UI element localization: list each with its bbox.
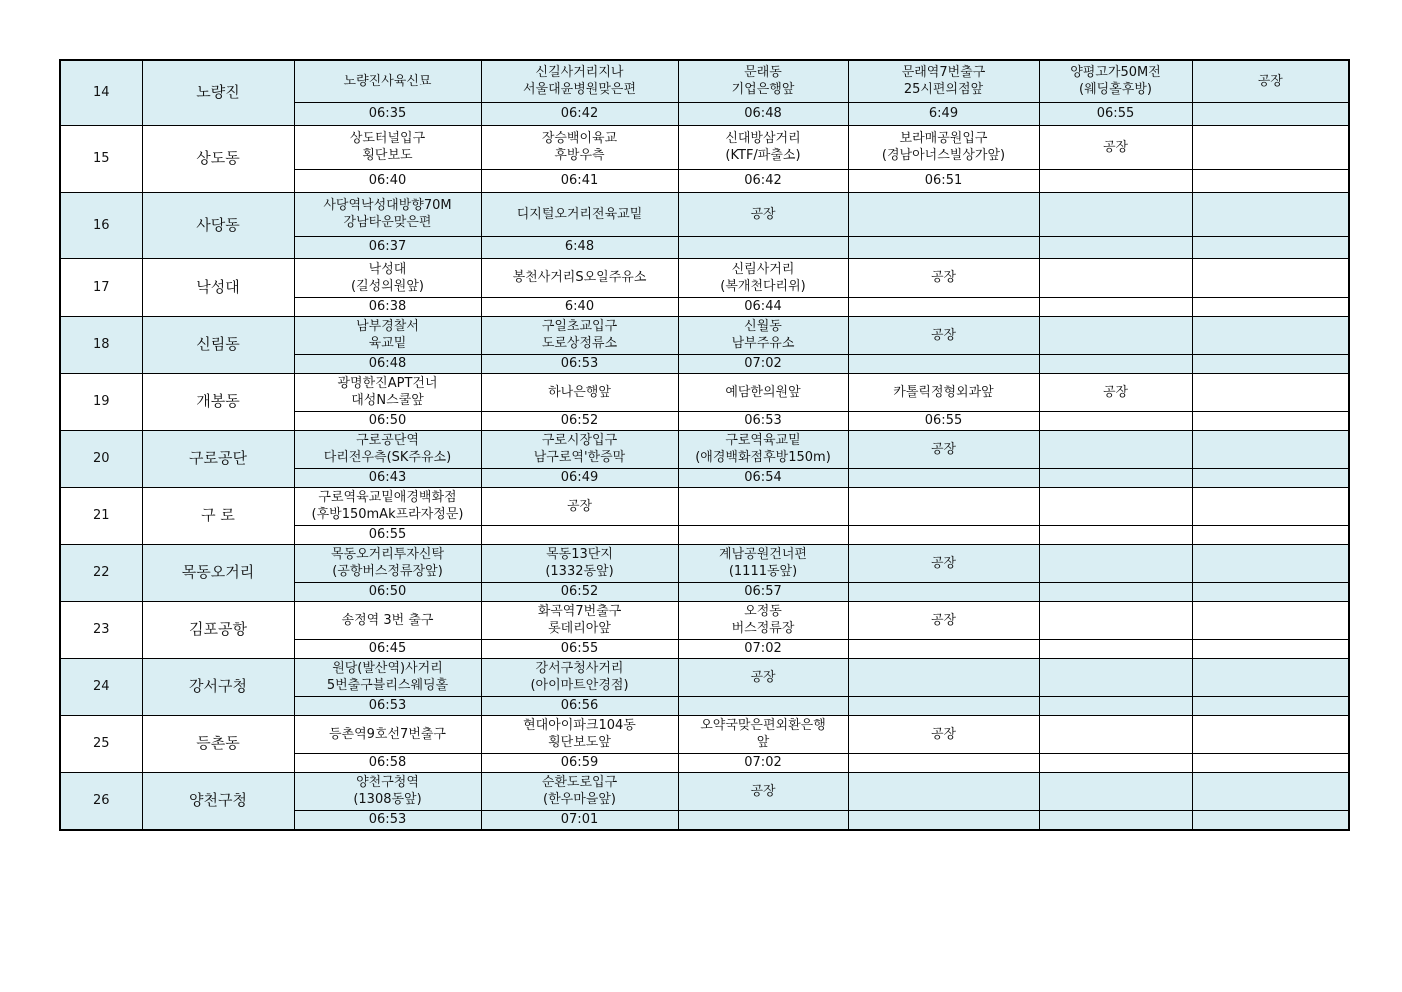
stop-name-line2: (웨딩홀후방)	[1079, 82, 1152, 98]
stop-time	[1192, 169, 1349, 192]
stop-time	[1039, 696, 1192, 715]
stop-time	[848, 354, 1039, 373]
route-number: 23	[60, 601, 142, 658]
stop-name-line1: 공장	[750, 783, 776, 799]
stop-time: 07:02	[678, 354, 848, 373]
route-stop-row	[60, 601, 1349, 639]
stop-time: 06:53	[294, 696, 481, 715]
stop-cell	[1192, 772, 1349, 810]
route-area: 강서구청	[142, 658, 294, 715]
stop-cell	[481, 373, 678, 411]
stop-time: 06:52	[481, 411, 678, 430]
stop-time	[678, 236, 848, 258]
stop-time: 06:56	[481, 696, 678, 715]
stop-cell	[678, 715, 848, 753]
stop-cell	[481, 316, 678, 354]
stop-cell	[294, 430, 481, 468]
stop-name-line1: 상도터널입구	[349, 131, 426, 146]
stop-time	[1192, 354, 1349, 373]
stop-cell	[481, 601, 678, 639]
stop-time	[678, 696, 848, 715]
stop-cell	[848, 658, 1039, 696]
stop-cell	[678, 316, 848, 354]
stop-time: 6:48	[481, 236, 678, 258]
stop-cell	[294, 715, 481, 753]
stop-time: 06:42	[481, 102, 678, 125]
stop-time	[848, 639, 1039, 658]
stop-name-line1: 구로공단역	[356, 433, 419, 448]
stop-time	[848, 468, 1039, 487]
stop-cell	[294, 487, 481, 525]
stop-name-line2: (아이마트안경점)	[530, 678, 629, 693]
route-area: 목동오거리	[142, 544, 294, 601]
stop-time: 06:58	[294, 753, 481, 772]
stop-cell	[1039, 544, 1192, 582]
stop-time	[678, 810, 848, 830]
stop-cell	[1039, 258, 1192, 297]
stop-name-line1: 공장	[566, 498, 593, 514]
stop-time	[1192, 102, 1349, 125]
route-number: 25	[60, 715, 142, 772]
stop-name-line1: 공장	[930, 555, 957, 571]
stop-cell	[1192, 60, 1349, 102]
stop-cell	[848, 601, 1039, 639]
stop-name-line1: 양평고가50M전	[1070, 65, 1161, 81]
stop-name-line2: (길성의원앞)	[351, 278, 424, 294]
stop-time	[1192, 297, 1349, 316]
stop-cell	[848, 487, 1039, 525]
stop-name-line2: (KTF/파출소)	[725, 148, 801, 163]
stop-name-line1: 목동오거리투자신탁	[330, 547, 445, 562]
route-area: 사당동	[142, 192, 294, 258]
stop-time: 06:40	[294, 169, 481, 192]
stop-cell	[848, 715, 1039, 753]
stop-name-line2: 대성N스쿨앞	[351, 393, 424, 408]
route-number: 22	[60, 544, 142, 601]
stop-cell	[678, 601, 848, 639]
stop-name-line1: 구로시장입구	[541, 433, 618, 448]
stop-time	[1039, 582, 1192, 601]
stop-cell	[481, 544, 678, 582]
stop-name-line1: 신대방삼거리	[725, 131, 801, 146]
stop-name-line1: 순환도로입구	[541, 775, 618, 790]
stop-cell	[1039, 715, 1192, 753]
route-stop-row	[60, 772, 1349, 810]
stop-name-line1: 사당역낙성대방향70M	[323, 198, 452, 213]
stop-name-line2: 도로상정류소	[541, 336, 618, 351]
stop-cell	[1192, 258, 1349, 297]
stop-time	[1039, 236, 1192, 258]
stop-name-line2: 다리전우측(SK주유소)	[323, 450, 452, 465]
stop-name-line2: 강남타운맞은편	[343, 215, 432, 230]
stop-name-line2: 버스정류장	[731, 621, 795, 636]
stop-name-line1: 현대아이파크104동	[523, 718, 636, 733]
stop-cell	[481, 60, 678, 102]
stop-name-line1: 구로역육교밑	[725, 433, 801, 448]
route-stop-row	[60, 316, 1349, 354]
stop-time: 07:02	[678, 639, 848, 658]
stop-time	[1192, 525, 1349, 544]
stop-name-line2: (1332동앞)	[545, 564, 614, 579]
stop-cell	[481, 772, 678, 810]
route-stop-row	[60, 258, 1349, 297]
stop-cell	[1039, 60, 1192, 102]
stop-name-line1: 공장	[930, 726, 957, 742]
stop-time: 06:55	[1039, 102, 1192, 125]
stop-cell	[678, 373, 848, 411]
stop-time: 06:48	[678, 102, 848, 125]
stop-name-line1: 하나은행앞	[548, 384, 611, 400]
stop-cell	[1192, 125, 1349, 169]
stop-time	[1039, 169, 1192, 192]
stop-name-line1: 남부경찰서	[356, 319, 419, 334]
stop-name-line1: 문래역7번출구	[901, 65, 986, 81]
stop-time	[1192, 753, 1349, 772]
stop-name-line2: 기업은행앞	[731, 82, 795, 98]
stop-cell	[678, 487, 848, 525]
stop-cell	[848, 258, 1039, 297]
stop-cell	[294, 544, 481, 582]
stop-name-line1: 디지털오거리전육교밑	[516, 206, 643, 222]
stop-name-line1: 원당(발산역)사거리	[332, 661, 443, 676]
route-stop-row	[60, 125, 1349, 169]
stop-name-line1: 노량진사육신묘	[343, 73, 432, 89]
stop-time	[481, 525, 678, 544]
stop-time	[848, 525, 1039, 544]
stop-name-line1: 목동13단지	[546, 547, 613, 562]
stop-name-line1: 공장	[930, 612, 957, 628]
route-stop-row	[60, 373, 1349, 411]
stop-name-line2: 후방우측	[554, 148, 605, 163]
stop-time: 06:53	[294, 810, 481, 830]
stop-name-line2: 남부주유소	[731, 336, 795, 351]
stop-time	[848, 582, 1039, 601]
stop-time: 06:44	[678, 297, 848, 316]
route-area: 낙성대	[142, 258, 294, 316]
route-number: 16	[60, 192, 142, 258]
stop-time: 06:55	[848, 411, 1039, 430]
route-area: 노량진	[142, 60, 294, 125]
stop-cell	[848, 772, 1039, 810]
stop-name-line2: (1111동앞)	[728, 564, 798, 579]
stop-time	[848, 696, 1039, 715]
stop-name-line1: 공장	[1257, 73, 1283, 89]
route-number: 21	[60, 487, 142, 544]
stop-time	[1039, 468, 1192, 487]
stop-cell	[294, 60, 481, 102]
stop-name-line1: 문래동	[744, 65, 782, 81]
stop-name-line1: 공장	[750, 669, 776, 685]
stop-time	[848, 810, 1039, 830]
stop-time: 06:48	[294, 354, 481, 373]
stop-cell	[848, 373, 1039, 411]
stop-time: 06:55	[481, 639, 678, 658]
stop-name-line1: 양천구청역	[356, 775, 419, 790]
stop-time	[1192, 639, 1349, 658]
stop-time: 06:37	[294, 236, 481, 258]
stop-name-line1: 장승백이육교	[541, 131, 618, 146]
stop-cell	[1192, 601, 1349, 639]
stop-cell	[481, 715, 678, 753]
stop-time	[1039, 354, 1192, 373]
stop-name-line1: 공장	[930, 270, 957, 285]
stop-cell	[1192, 658, 1349, 696]
stop-name-line2: 육교밑	[368, 336, 407, 351]
stop-time: 06:41	[481, 169, 678, 192]
stop-cell	[1039, 373, 1192, 411]
stop-time: 06:45	[294, 639, 481, 658]
stop-cell	[678, 192, 848, 236]
stop-cell	[1039, 658, 1192, 696]
stop-time	[1039, 753, 1192, 772]
stop-cell	[294, 192, 481, 236]
stop-time: 06:57	[678, 582, 848, 601]
stop-time	[848, 753, 1039, 772]
route-stop-row	[60, 544, 1349, 582]
stop-time: 06:55	[294, 525, 481, 544]
stop-time	[848, 236, 1039, 258]
stop-name-line1: 오약국맞은편외환은행	[700, 718, 826, 733]
route-number: 17	[60, 258, 142, 316]
stop-cell	[678, 658, 848, 696]
stop-name-line2: (애경백화점후방150m)	[695, 450, 831, 465]
stop-time: 07:01	[481, 810, 678, 830]
stop-name-line1: 낙성대	[368, 261, 407, 277]
stop-name-line1: 봉천사거리S오일주유소	[512, 270, 647, 285]
stop-cell	[848, 544, 1039, 582]
stop-name-line1: 계남공원건너편	[719, 547, 807, 562]
stop-cell	[1192, 430, 1349, 468]
route-number: 24	[60, 658, 142, 715]
route-stop-row	[60, 487, 1349, 525]
route-stop-row	[60, 192, 1349, 236]
stop-time: 6:49	[848, 102, 1039, 125]
stop-cell	[294, 373, 481, 411]
stop-cell	[1039, 192, 1192, 236]
stop-name-line1: 신월동	[744, 319, 782, 334]
route-area: 신림동	[142, 316, 294, 373]
stop-cell	[481, 258, 678, 297]
route-area: 등촌동	[142, 715, 294, 772]
stop-cell	[848, 316, 1039, 354]
stop-time	[1039, 525, 1192, 544]
stop-cell	[1039, 125, 1192, 169]
stop-cell	[1039, 772, 1192, 810]
stop-name-line1: 공장	[1102, 384, 1129, 400]
stop-cell	[1192, 316, 1349, 354]
stop-cell	[1192, 715, 1349, 753]
stop-cell	[1039, 601, 1192, 639]
stop-cell	[1192, 192, 1349, 236]
stop-cell	[294, 658, 481, 696]
route-stop-row	[60, 430, 1349, 468]
stop-name-line2: (복개천다리위)	[720, 278, 806, 294]
stop-time: 06:38	[294, 297, 481, 316]
stop-time	[1192, 582, 1349, 601]
stop-name-line1: 보라매공원입구	[899, 131, 988, 146]
route-number: 18	[60, 316, 142, 373]
stop-name-line1: 예담한의원앞	[725, 384, 801, 400]
route-area: 구 로	[142, 487, 294, 544]
stop-cell	[848, 60, 1039, 102]
stop-time: 06:50	[294, 411, 481, 430]
stop-time: 06:42	[678, 169, 848, 192]
stop-cell	[1039, 316, 1192, 354]
stop-name-line1: 오정동	[744, 604, 782, 619]
stop-time: 06:54	[678, 468, 848, 487]
stop-cell	[678, 772, 848, 810]
stop-name-line2: 횡단보도	[362, 148, 413, 163]
stop-time: 06:59	[481, 753, 678, 772]
stop-time: 6:40	[481, 297, 678, 316]
stop-name-line1: 카톨릭정형외과앞	[893, 384, 994, 400]
stop-time	[678, 525, 848, 544]
route-number: 14	[60, 60, 142, 125]
stop-time: 06:35	[294, 102, 481, 125]
stop-name-line1: 등촌역9호선7번출구	[328, 726, 446, 742]
table-body	[60, 60, 1349, 830]
stop-cell	[481, 192, 678, 236]
stop-cell	[848, 192, 1039, 236]
stop-name-line1: 공장	[930, 327, 957, 343]
route-stop-row	[60, 715, 1349, 753]
stop-time: 06:43	[294, 468, 481, 487]
stop-cell	[678, 544, 848, 582]
stop-name-line2: 남구로역'한증막	[533, 450, 626, 465]
stop-name-line1: 신림사거리	[731, 261, 795, 277]
stop-time: 06:53	[481, 354, 678, 373]
stop-name-line2: (후방150mAk프라자정문)	[311, 507, 464, 522]
route-number: 26	[60, 772, 142, 830]
stop-time	[1192, 810, 1349, 830]
stop-name-line2: 5번출구블리스웨딩홀	[326, 678, 449, 693]
stop-name-line2: 롯데리아앞	[548, 621, 611, 636]
stop-cell	[294, 258, 481, 297]
stop-name-line2: (한우마을앞)	[543, 792, 616, 807]
stop-name-line2: 앞	[756, 735, 770, 750]
stop-cell	[481, 430, 678, 468]
stop-time	[1039, 639, 1192, 658]
stop-cell	[848, 125, 1039, 169]
stop-time	[1039, 411, 1192, 430]
stop-time: 06:51	[848, 169, 1039, 192]
stop-name-line2: 서울대윤병원맞은편	[522, 82, 637, 98]
stop-name-line2: (공항버스정류장앞)	[332, 564, 443, 579]
stop-cell	[1192, 373, 1349, 411]
stop-name-line1: 구로역육교밑애경백화점	[318, 490, 457, 505]
stop-name-line2: 25시편의점앞	[903, 82, 984, 98]
stop-cell	[481, 658, 678, 696]
stop-name-line1: 공장	[930, 441, 957, 457]
stop-cell	[678, 258, 848, 297]
stop-cell	[848, 430, 1039, 468]
stop-time	[1192, 236, 1349, 258]
stop-name-line2: (1308동앞)	[353, 792, 422, 807]
stop-cell	[294, 316, 481, 354]
stop-time: 06:53	[678, 411, 848, 430]
stop-time	[1039, 297, 1192, 316]
stop-time	[848, 297, 1039, 316]
stop-name-line1: 강서구청사거리	[535, 661, 624, 676]
stop-time	[1192, 696, 1349, 715]
stop-cell	[678, 430, 848, 468]
stop-cell	[481, 125, 678, 169]
stop-time	[1039, 810, 1192, 830]
stop-time	[1192, 468, 1349, 487]
route-number: 20	[60, 430, 142, 487]
stop-cell	[1192, 544, 1349, 582]
stop-name-line1: 송정역 3번 출구	[341, 612, 434, 628]
stop-time	[1192, 411, 1349, 430]
stop-cell	[1192, 487, 1349, 525]
stop-time: 07:02	[678, 753, 848, 772]
stop-time: 06:50	[294, 582, 481, 601]
stop-name-line1: 공장	[750, 206, 776, 222]
stop-name-line1: 구일초교입구	[541, 319, 618, 334]
route-number: 19	[60, 373, 142, 430]
stop-cell	[481, 487, 678, 525]
route-area: 구로공단	[142, 430, 294, 487]
stop-cell	[1039, 430, 1192, 468]
stop-name-line1: 화곡역7번출구	[537, 604, 622, 619]
stop-time: 06:49	[481, 468, 678, 487]
bus-route-table	[59, 59, 1350, 831]
route-area: 개봉동	[142, 373, 294, 430]
route-area: 김포공항	[142, 601, 294, 658]
stop-name-line2: 횡단보도앞	[548, 735, 611, 750]
stop-cell	[294, 772, 481, 810]
stop-cell	[294, 601, 481, 639]
stop-name-line1: 공장	[1102, 139, 1129, 155]
route-area: 양천구청	[142, 772, 294, 830]
route-area: 상도동	[142, 125, 294, 192]
stop-cell	[678, 60, 848, 102]
route-stop-row	[60, 658, 1349, 696]
stop-time: 06:52	[481, 582, 678, 601]
stop-name-line2: (경남아너스빌상가앞)	[881, 148, 1006, 163]
stop-name-line1: 광명한진APT건너	[337, 376, 438, 391]
stop-cell	[1039, 487, 1192, 525]
route-stop-row	[60, 60, 1349, 102]
stop-name-line1: 신길사거리지나	[535, 65, 624, 81]
stop-cell	[294, 125, 481, 169]
route-number: 15	[60, 125, 142, 192]
stop-cell	[678, 125, 848, 169]
